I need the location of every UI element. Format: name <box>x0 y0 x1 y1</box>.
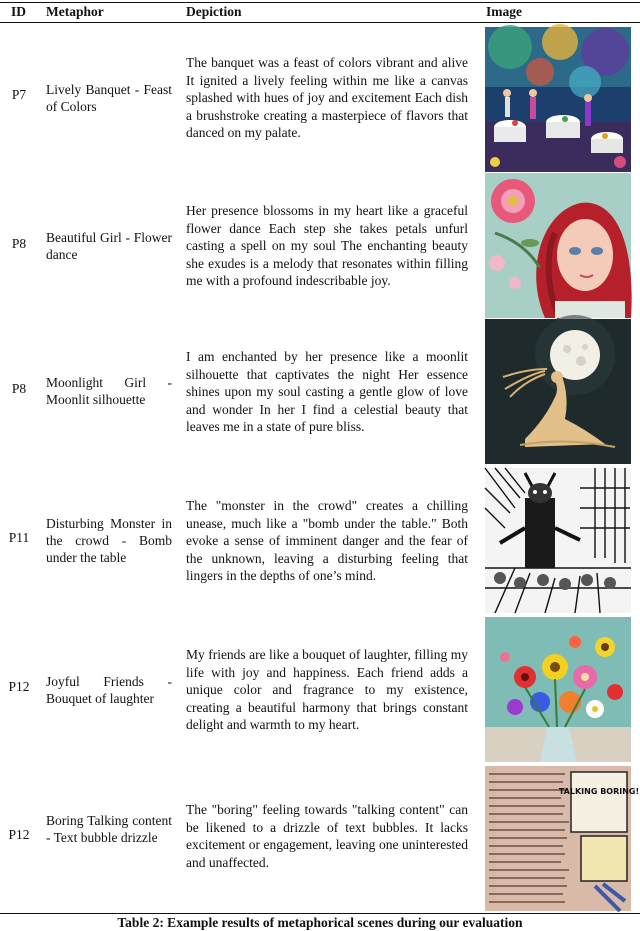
girl-with-flowers-painting-icon <box>485 173 631 318</box>
row-id: P8 <box>11 236 27 251</box>
row-id: P11 <box>8 530 30 545</box>
row-depiction: My friends are like a bouquet of laughter, filling my life with joy and happiness. Each friend adds a unique color and fragrance to my existence, creating a beautiful harmony that brings constant delight and warmth to my heart. <box>186 647 468 733</box>
table-row <box>0 26 640 171</box>
table-row <box>0 318 640 463</box>
row-depiction: Her presence blossoms in my heart like a graceful flower dance Each step she takes petals unfurl casting a spell on my soul The enchanting beauty she exudes is a melody that resonates within filling me with a profound indescribable joy. <box>186 203 468 289</box>
banquet-painting-icon <box>485 27 631 172</box>
row-id: P12 <box>8 679 30 694</box>
row-depiction: The "boring" feeling towards "talking content" can be likened to a drizzle of text bubbles. It lacks excitement or engagement, leaving one uninterested and unaffected. <box>186 802 468 870</box>
row-metaphor: Lively Banquet - Feast of Colors <box>46 82 172 114</box>
row-id: P8 <box>11 381 27 396</box>
table-caption: Table 2: Example results of metaphorical scenes during our evaluation <box>117 915 523 930</box>
table-row <box>0 172 640 317</box>
header-metaphor: Metaphor <box>46 4 104 19</box>
row-id: P12 <box>8 827 30 842</box>
row-id: P7 <box>11 87 27 102</box>
row-depiction: The banquet was a feast of colors vibrant and alive It ignited a lively feeling within me like a canvas splashed with hues of joy and excitement Each dish a brushstroke creating a masterpiece of flavors that danced on my palate. <box>186 55 468 141</box>
row-metaphor: Boring Talking content - Text bubble drizzle <box>46 813 172 845</box>
text-bubble-comic-icon <box>485 766 640 911</box>
table-header-rule <box>0 22 640 23</box>
row-metaphor: Disturbing Monster in the crowd - Bomb under the table <box>46 516 172 565</box>
table-row <box>0 616 640 761</box>
row-metaphor: Moonlight Girl - Moonlit silhouette <box>46 375 172 407</box>
comic-bubble-text: TALKING BORING! <box>558 787 640 796</box>
header-depiction: Depiction <box>186 4 242 19</box>
row-depiction: The "monster in the crowd" creates a chilling unease, much like a "bomb under the table." Both evoke a sense of imminent danger and the fear of the unknown, leaving a disturbing feeling that lingers in the depths of one’s mind. <box>186 498 468 584</box>
table-row <box>0 467 640 612</box>
flower-bouquet-painting-icon <box>485 617 631 762</box>
header-id: ID <box>11 4 27 19</box>
row-metaphor: Joyful Friends - Bouquet of laughter <box>46 674 172 706</box>
row-depiction: I am enchanted by her presence like a moonlit silhouette that captivates the night Her essence shines upon my soul casting a gentle glow of love and wonder In her I find a celestial beauty that leaves me in a state of pure bliss. <box>186 349 468 435</box>
table-row <box>0 765 640 910</box>
row-metaphor: Beautiful Girl - Flower dance <box>46 230 172 262</box>
monster-crowd-sketch-icon <box>485 468 631 613</box>
header-image: Image <box>486 4 522 19</box>
moonlit-girl-painting-icon <box>485 319 631 464</box>
